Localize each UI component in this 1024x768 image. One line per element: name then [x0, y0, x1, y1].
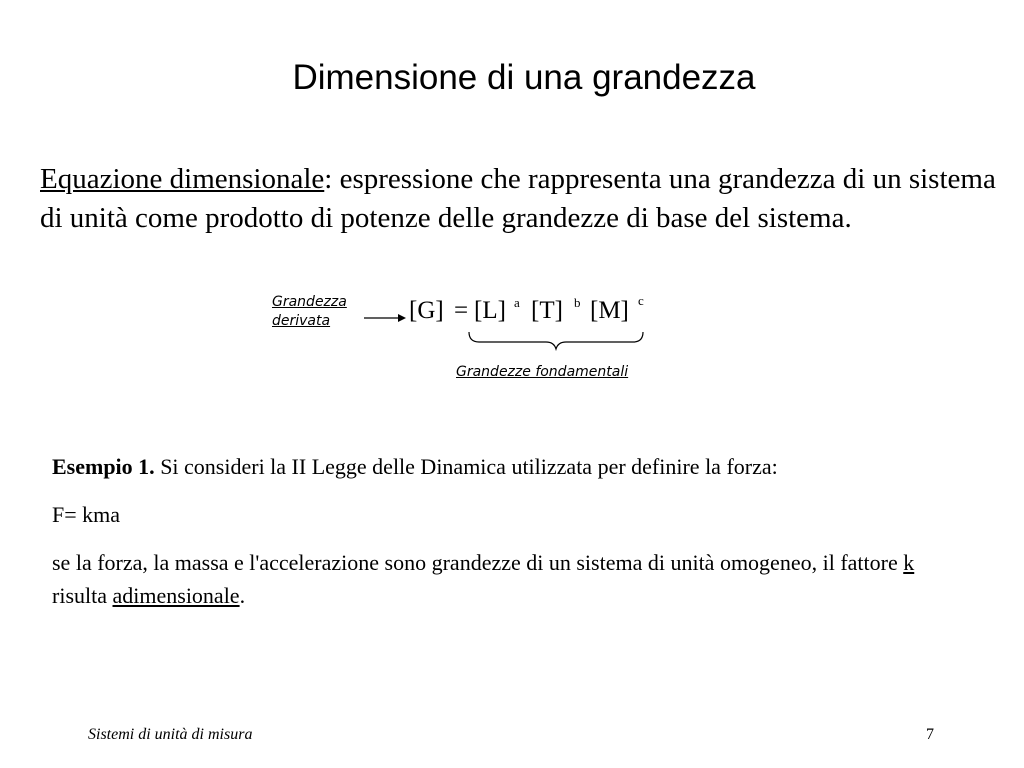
example-text: Si consideri la II Legge delle Dinamica utilizzata per definire la forza: — [154, 454, 778, 479]
factor-k: k — [903, 550, 915, 575]
example-block — [52, 450, 952, 627]
derived-label-line1: Grandezza — [272, 294, 347, 310]
footer-text: Sistemi di unità di misura — [88, 726, 253, 743]
exponent-a: a — [514, 295, 520, 310]
definition-term: Equazione dimensionale — [40, 163, 325, 195]
derived-label-line2: derivata — [272, 313, 331, 329]
brace-shape — [466, 330, 646, 352]
formula-equals: = — [454, 297, 469, 324]
definition-paragraph — [40, 160, 1000, 238]
conclusion-text-b: risulta — [52, 583, 113, 608]
exponent-c: c — [638, 293, 644, 308]
adimensional-term: adimensionale — [112, 583, 240, 608]
example-formula: F= kma — [52, 502, 121, 527]
conclusion-text-a: se la forza, la massa e l'accelerazione sono grandezze di un sistema di unità omogeneo, il fattore — [52, 550, 904, 575]
conclusion-text-c: . — [239, 583, 246, 608]
page-number: 7 — [926, 726, 934, 743]
fundamental-label: Grandezze fondamentali — [456, 364, 629, 380]
formula-m: [M] — [590, 297, 629, 324]
example-conclusion — [52, 546, 952, 612]
formula-t: [T] — [531, 297, 563, 324]
slide-title: Dimensione di una grandezza — [292, 58, 756, 97]
example-heading: Esempio 1. — [52, 454, 155, 479]
definition-text: : espressione che rappresenta una grandezza di un sistema di unità come prodotto di potenze delle grandezze di base del sistema. — [40, 163, 996, 234]
example-paragraph — [52, 450, 952, 483]
exponent-b: b — [574, 295, 581, 310]
formula-l: [L] — [474, 297, 506, 324]
formula-g: [G] — [409, 297, 444, 324]
arrow-right-icon — [362, 308, 408, 328]
